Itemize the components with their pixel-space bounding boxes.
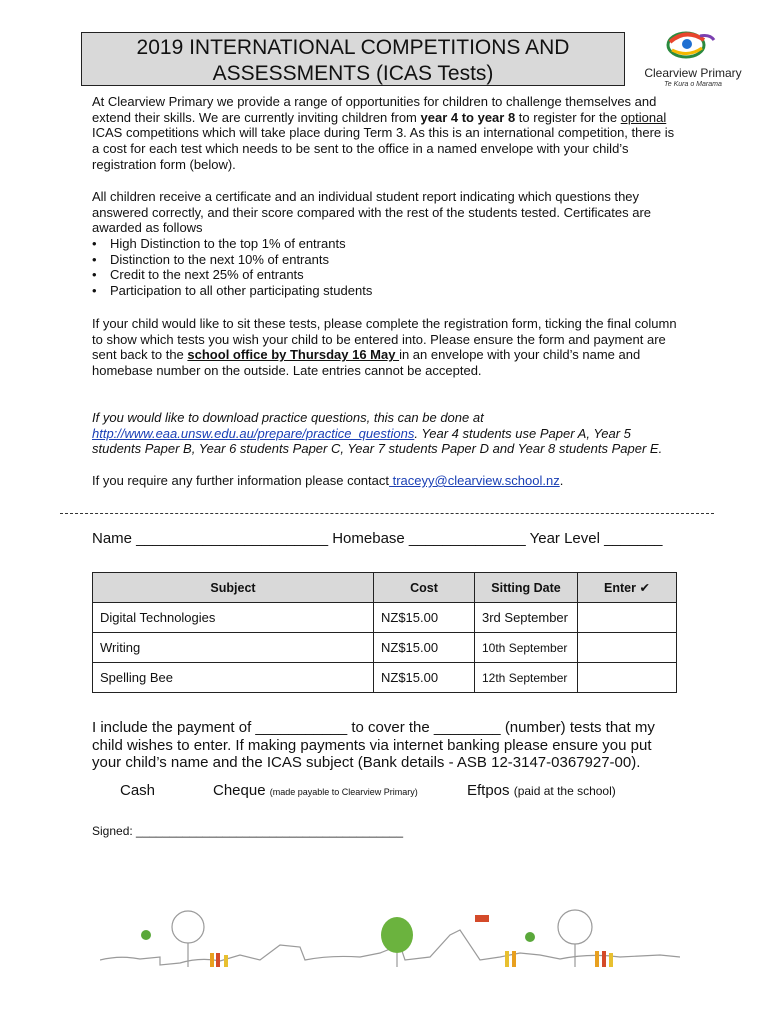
awards-list xyxy=(92,236,682,299)
cost-cell: NZ$15.00 xyxy=(374,603,475,633)
list-item: • High Distinction to the top 1% of entrants xyxy=(92,236,682,252)
header-enter: Enter ✔ xyxy=(578,573,677,603)
contact-paragraph: If you require any further information please contact traceyy@clearview.school.nz. xyxy=(92,473,564,488)
table-row xyxy=(93,633,677,663)
list-item: • Distinction to the next 10% of entrants xyxy=(92,252,682,268)
optional-word: optional xyxy=(620,109,667,125)
contact-email-link[interactable]: traceyy@clearview.school.nz xyxy=(389,473,560,488)
deadline: school office by Thursday 16 May xyxy=(187,347,400,363)
logo-swirl-icon xyxy=(638,26,748,68)
school-logo xyxy=(638,26,748,90)
intro-paragraph: At Clearview Primary we provide a range of opportunities for children to challenge themselves and extend their skills. We are currently inviting children from year 4 to year 8 to register for the optional ICAS competitions which will take place during Term 3. As this is an international competition, there is a cost for each test which needs to be sent to the office in a named envelope with your child’s registration form (below). xyxy=(92,94,675,172)
table-row xyxy=(93,603,677,633)
subject-cell: Digital Technologies xyxy=(93,603,374,633)
subject-cell: Spelling Bee xyxy=(93,663,374,693)
practice-paragraph: If you would like to download practice questions, this can be done at http://www.eaa.unsw.edu.au/prepare/practice_questions. Year 4 students use Paper A, Year 5 students Paper B, Year 6 students Paper C, Year 7 students Paper D and Year 8 students Paper E. xyxy=(92,410,663,457)
date-cell: 12th September xyxy=(475,663,578,693)
title-line-1: 2019 INTERNATIONAL COMPETITIONS AND xyxy=(136,36,570,59)
cheque-note: (made payable to Clearview Primary) xyxy=(269,787,418,797)
signature-line[interactable]: Signed: ________________________________________ xyxy=(92,824,403,838)
list-item: • Credit to the next 25% of entrants xyxy=(92,267,682,283)
payment-option-eftpos[interactable]: Eftpos (paid at the school) xyxy=(467,782,616,799)
decorative-trees-illustration xyxy=(100,905,680,985)
table-row xyxy=(93,663,677,693)
title-line-2: ASSESSMENTS (ICAS Tests) xyxy=(212,62,494,85)
enter-cell[interactable] xyxy=(578,663,677,693)
date-cell: 10th September xyxy=(475,633,578,663)
header-cost: Cost xyxy=(374,573,475,603)
cut-line-divider xyxy=(60,513,714,514)
eftpos-note: (paid at the school) xyxy=(513,784,616,798)
title-box xyxy=(81,32,625,86)
certificate-paragraph: All children receive a certificate and an individual student report indicating which questions they answered correctly, and their score compared with the rest of the students tested. Certificates are awarded as follows xyxy=(92,189,652,236)
enter-cell[interactable] xyxy=(578,603,677,633)
date-cell: 3rd September xyxy=(475,603,578,633)
payment-option-cheque[interactable]: Cheque (made payable to Clearview Primary) xyxy=(213,782,418,799)
registration-table xyxy=(92,572,677,693)
cost-cell: NZ$15.00 xyxy=(374,633,475,663)
cost-cell: NZ$15.00 xyxy=(374,663,475,693)
enter-cell[interactable] xyxy=(578,633,677,663)
payment-option-cash[interactable]: Cash xyxy=(120,782,156,799)
logo-name: Clearview Primary xyxy=(644,66,742,80)
year-range: year 4 to year 8 xyxy=(420,109,516,125)
practice-questions-link[interactable]: http://www.eaa.unsw.edu.au/prepare/practice_questions xyxy=(92,425,415,441)
logo-subtitle: Te Kura o Marama xyxy=(664,81,722,88)
list-item: • Participation to all other participating students xyxy=(92,283,682,299)
payment-paragraph: I include the payment of ___________ to cover the ________ (number) tests that my child wishes to enter. If making payments via internet banking please ensure you put your child’s name and the ICAS subject (Bank details - ASB 12-3147-0367927-00). xyxy=(92,719,655,771)
student-details-line[interactable]: Name _______________________ Homebase ______________ Year Level _______ xyxy=(92,530,663,547)
header-subject: Subject xyxy=(93,573,374,603)
registration-paragraph: If your child would like to sit these tests, please complete the registration form, ticking the final column to show which tests you wish your child to be entered into. Please ensure the form and payment are sent back to the school office by Thursday 16 May in an envelope with your child’s name and homebase number on the outside. Late entries cannot be accepted. xyxy=(92,316,677,379)
subject-cell: Writing xyxy=(93,633,374,663)
header-sitting-date: Sitting Date xyxy=(475,573,578,603)
